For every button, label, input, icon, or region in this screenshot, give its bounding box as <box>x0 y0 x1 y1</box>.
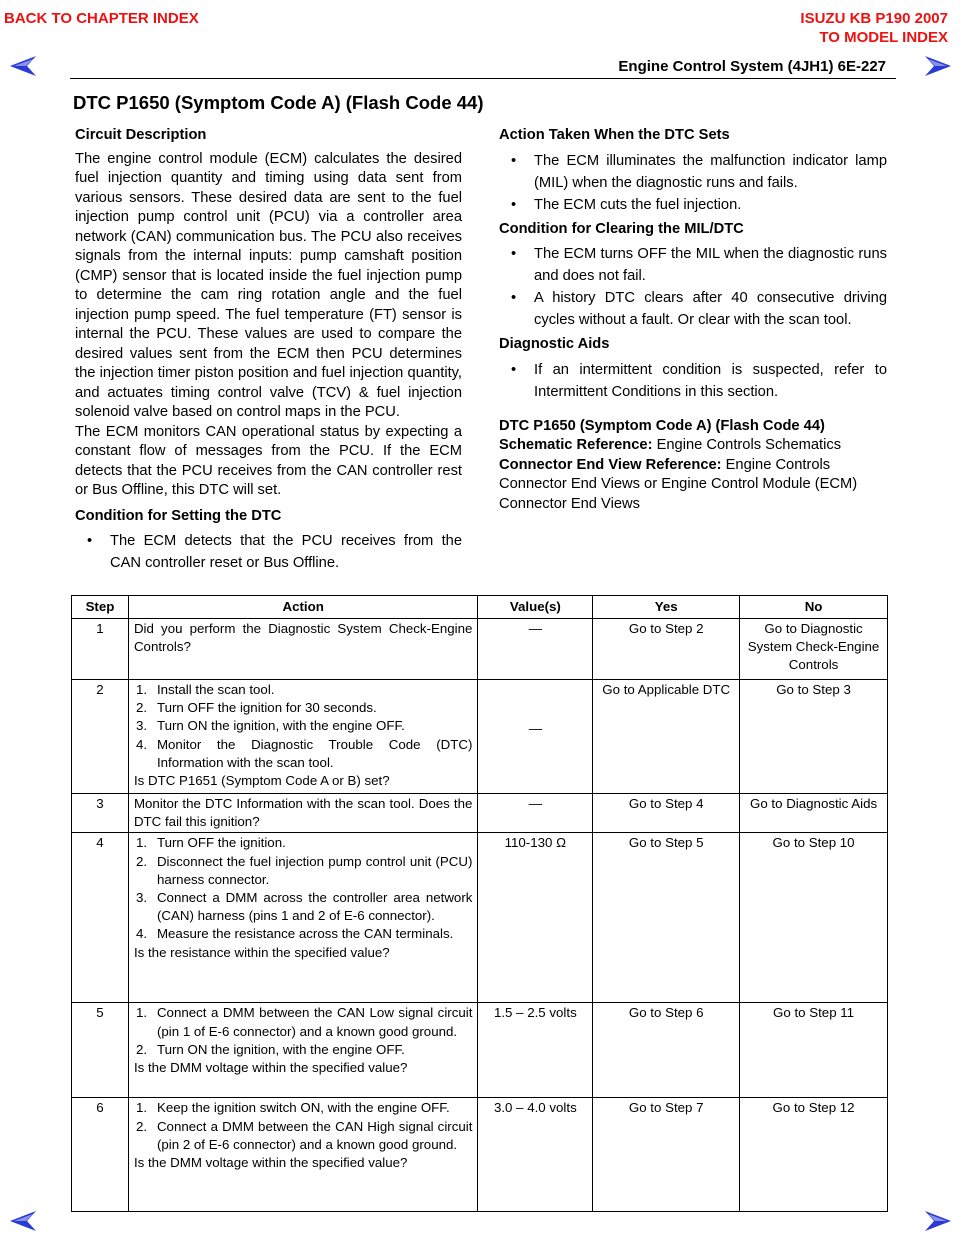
list-item: • The ECM detects that the PCU receives from the CAN controller reset or Bus Offline. <box>75 530 462 574</box>
page-header-title: Engine Control System (4JH1) 6E-227 <box>618 58 886 75</box>
list-item: • The ECM illuminates the malfunction indicator lamp (MIL) when the diagnostic runs and fails. <box>499 150 887 194</box>
action-item: 1. Install the scan tool. <box>135 682 275 697</box>
clearing-heading: Condition for Clearing the MIL/DTC <box>499 220 744 237</box>
next-page-bottom-arrow-icon[interactable] <box>925 1210 951 1232</box>
step-number: 3 <box>72 794 129 833</box>
column-header-no: No <box>740 596 888 619</box>
next-page-top-arrow-icon[interactable] <box>925 55 951 77</box>
step-yes[interactable]: Go to Step 5 <box>593 833 740 1003</box>
action-taken-list <box>499 150 887 216</box>
right-column <box>499 126 887 514</box>
step-question: Is the resistance within the specified value? <box>133 944 390 960</box>
condition-setting-heading: Condition for Setting the DTC <box>75 507 282 524</box>
model-title-link[interactable]: ISUZU KB P190 2007 <box>800 10 948 27</box>
step-yes[interactable]: Go to Applicable DTC <box>593 680 740 794</box>
table-row <box>72 794 888 833</box>
action-item: 2. Connect a DMM between the CAN High signal circuit (pin 2 of E-6 connector) and a known good ground. <box>135 1118 473 1152</box>
table-row <box>72 1003 888 1098</box>
reference-block <box>499 417 887 515</box>
step-value: 110-130 Ω <box>478 833 593 1003</box>
connector-reference-link[interactable]: Engine Controls Connector End Views or Engine Control Module (ECM) Connector End Views <box>499 456 858 512</box>
table-row <box>72 619 888 680</box>
schematic-reference-link[interactable]: Engine Controls Schematics <box>656 437 842 453</box>
step-no[interactable]: Go to Step 10 <box>740 833 888 1003</box>
table-row <box>72 833 888 1003</box>
table-row <box>72 680 888 794</box>
step-no[interactable]: Go to Step 3 <box>740 680 888 794</box>
header-divider <box>70 78 896 79</box>
action-item: 4. Monitor the Diagnostic Trouble Code (DTC) Information with the scan tool. <box>135 736 473 770</box>
step-no[interactable]: Go to Step 12 <box>740 1098 888 1212</box>
step-action <box>128 680 477 794</box>
action-item: 2. Turn ON the ignition, with the engine OFF. <box>135 1041 405 1057</box>
step-action <box>128 833 477 1003</box>
connector-reference <box>499 456 887 515</box>
schematic-reference-label: Schematic Reference: <box>499 437 653 453</box>
list-item: • A history DTC clears after 40 consecutive driving cycles without a fault. Or clear with the scan tool. <box>499 287 887 331</box>
diagnostic-steps-table <box>71 595 888 1212</box>
step-yes[interactable]: Go to Step 7 <box>593 1098 740 1212</box>
table-row <box>72 1098 888 1212</box>
action-item: 3. Turn ON the ignition, with the engine OFF. <box>135 718 405 734</box>
step-no[interactable]: Go to Diagnostic Aids <box>740 794 888 833</box>
step-question: Is DTC P1651 (Symptom Code A or B) set? <box>133 773 390 789</box>
step-number: 5 <box>72 1003 129 1098</box>
diagnostic-aids-list <box>499 359 887 403</box>
action-item: 2. Turn OFF the ignition for 30 seconds. <box>135 700 377 716</box>
step-yes[interactable]: Go to Step 6 <box>593 1003 740 1098</box>
table-header-row <box>72 596 888 619</box>
step-action <box>128 794 477 833</box>
list-item: • The ECM cuts the fuel injection. <box>499 194 887 216</box>
schematic-reference <box>499 436 887 456</box>
action-item: 1. Keep the ignition switch ON, with the engine OFF. <box>135 1100 450 1116</box>
condition-setting-list <box>75 530 462 574</box>
list-item: • If an intermittent condition is suspected, refer to Intermittent Conditions in this section. <box>499 359 887 403</box>
circuit-description-heading: Circuit Description <box>75 127 207 143</box>
action-item: 2. Disconnect the fuel injection pump control unit (PCU) harness connector. <box>135 853 473 887</box>
reference-title: DTC P1650 (Symptom Code A) (Flash Code 44) <box>499 417 825 434</box>
step-no[interactable]: Go to Step 11 <box>740 1003 888 1098</box>
column-header-value: Value(s) <box>478 596 593 619</box>
column-header-yes: Yes <box>593 596 740 619</box>
step-action <box>128 619 477 680</box>
circuit-description-text: The engine control module (ECM) calculates the desired fuel injection quantity and timing using data sent from various sensors. These desired data are sent to the fuel injection pump control unit (PCU) via a controller area network (CAN) communication bus. The PCU also receives signals from the internal inputs: pump camshaft position (CMP) sensor that is located inside the fuel injection pump to determine the cam ring rotation angle and the fuel injection pump speed. The fuel temperature (FT) sensor is internal the PCU. These values are used to compare the desired values sent from the ECM then PCU determines the injection timer piston position and fuel injection quantity, and actuates timing control valve (TCV) & fuel injection solenoid valve based on control maps in the PCU. <box>75 150 462 420</box>
column-header-step: Step <box>72 596 129 619</box>
left-column <box>75 126 462 578</box>
action-item: 1. Turn OFF the ignition. <box>135 835 286 851</box>
action-item: 1. Connect a DMM between the CAN Low signal circuit (pin 1 of E-6 connector) and a known good ground. <box>135 1005 473 1039</box>
list-item: • The ECM turns OFF the MIL when the diagnostic runs and does not fail. <box>499 243 887 287</box>
step-yes[interactable]: Go to Step 2 <box>593 619 740 680</box>
prev-page-top-arrow-icon[interactable] <box>10 55 36 77</box>
step-value: 3.0 – 4.0 volts <box>478 1098 593 1212</box>
action-item: 4. Measure the resistance across the CAN terminals. <box>135 926 454 942</box>
step-yes[interactable]: Go to Step 4 <box>593 794 740 833</box>
page-title: DTC P1650 (Symptom Code A) (Flash Code 44) <box>73 92 484 113</box>
circuit-description-text-2: The ECM monitors CAN operational status by expecting a constant flow of messages from the PCU. If the ECM detects that the PCU receives from the CAN controller rest or Bus Offline, this DTC will set. <box>75 423 462 498</box>
step-number: 4 <box>72 833 129 1003</box>
action-item: 3. Connect a DMM across the controller area network (CAN) harness (pins 1 and 2 of E-6 connector). <box>135 890 473 924</box>
step-value: 1.5 – 2.5 volts <box>478 1003 593 1098</box>
step-no[interactable]: Go to Diagnostic System Check-Engine Controls <box>740 619 888 680</box>
step-value: — <box>478 794 593 833</box>
step-question: Is the DMM voltage within the specified value? <box>133 1060 408 1076</box>
step-number: 6 <box>72 1098 129 1212</box>
step-number: 1 <box>72 619 129 680</box>
step-number: 2 <box>72 680 129 794</box>
step-question: Monitor the DTC Information with the scan tool. Does the DTC fail this ignition? <box>133 796 473 830</box>
clearing-list <box>499 243 887 331</box>
step-action <box>128 1003 477 1098</box>
step-question: Did you perform the Diagnostic System Check-Engine Controls? <box>133 621 473 655</box>
connector-reference-label: Connector End View Reference: <box>499 456 722 473</box>
step-value: — <box>478 680 593 794</box>
back-to-chapter-index-link[interactable]: BACK TO CHAPTER INDEX <box>4 10 199 27</box>
action-taken-heading: Action Taken When the DTC Sets <box>499 127 730 143</box>
column-header-action: Action <box>128 596 477 619</box>
step-action <box>128 1098 477 1212</box>
step-value: — <box>478 619 593 680</box>
to-model-index-link[interactable]: TO MODEL INDEX <box>819 29 948 46</box>
prev-page-bottom-arrow-icon[interactable] <box>10 1210 36 1232</box>
step-question: Is the DMM voltage within the specified value? <box>133 1155 408 1171</box>
diagnostic-aids-heading: Diagnostic Aids <box>499 336 610 352</box>
